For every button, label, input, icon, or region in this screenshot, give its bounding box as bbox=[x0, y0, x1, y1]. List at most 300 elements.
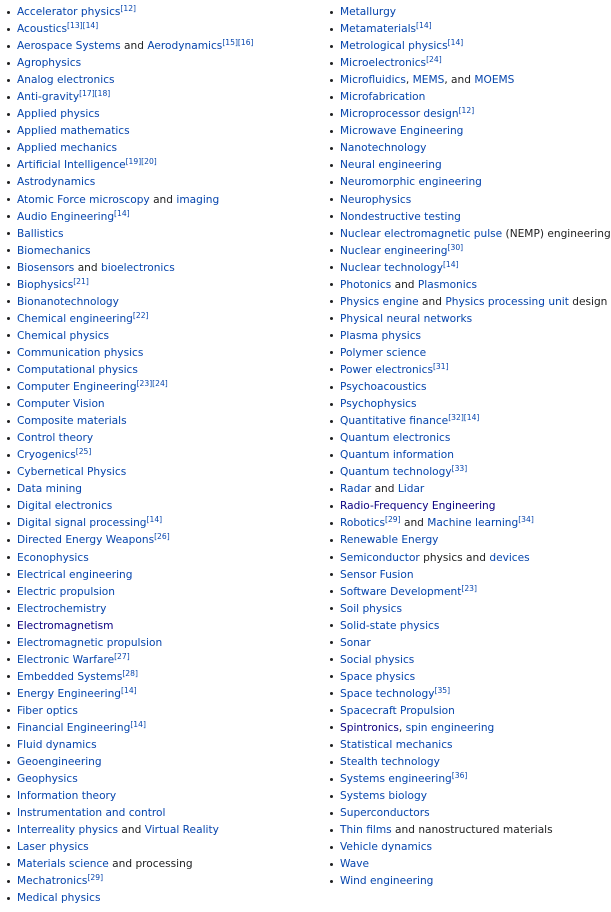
bullet-icon bbox=[7, 471, 10, 474]
list-item bbox=[326, 822, 594, 839]
list-item bbox=[3, 515, 323, 532]
link-energy-engineering[interactable]: Energy Engineering bbox=[17, 687, 122, 700]
link-electronic-warfare[interactable]: Electronic Warfare bbox=[17, 653, 115, 666]
list-item bbox=[326, 584, 594, 601]
link-directed-energy-weapons[interactable]: Directed Energy Weapons bbox=[17, 534, 155, 547]
list-item bbox=[3, 873, 323, 890]
link-ballistics[interactable]: Ballistics bbox=[17, 227, 64, 240]
list-item bbox=[3, 362, 323, 379]
link-physics-processing-unit[interactable]: Physics processing unit bbox=[445, 295, 569, 308]
bullet-icon bbox=[330, 454, 333, 457]
bullet-icon bbox=[7, 761, 10, 764]
bullet-icon bbox=[330, 573, 333, 576]
link-communication-physics[interactable]: Communication physics bbox=[17, 346, 144, 359]
link-polymer-science[interactable]: Polymer science bbox=[340, 346, 427, 359]
bullet-icon bbox=[7, 113, 10, 116]
list-item bbox=[3, 192, 323, 209]
link-statistical-mechanics[interactable]: Statistical mechanics bbox=[340, 739, 453, 752]
citation-ref[interactable]: [36] bbox=[451, 771, 468, 781]
list-item bbox=[3, 21, 323, 38]
bullet-icon bbox=[330, 795, 333, 798]
citation-ref[interactable]: [15][16] bbox=[222, 38, 254, 48]
bullet-icon bbox=[330, 778, 333, 781]
list-item bbox=[3, 550, 323, 567]
list-item bbox=[326, 72, 594, 89]
citation-ref[interactable]: [34] bbox=[518, 515, 534, 525]
link-computational-physics[interactable]: Computational physics bbox=[17, 363, 138, 376]
link-microelectronics[interactable]: Microelectronics bbox=[340, 57, 427, 70]
link-agrophysics[interactable]: Agrophysics bbox=[17, 57, 82, 70]
link-nuclear-engineering[interactable]: Nuclear engineering bbox=[340, 244, 448, 257]
link-electrical-engineering[interactable]: Electrical engineering bbox=[17, 568, 133, 581]
link-power-electronics[interactable]: Power electronics bbox=[340, 363, 433, 376]
link-thin-films[interactable]: Thin films bbox=[340, 824, 392, 837]
list-item bbox=[3, 788, 323, 805]
list-item bbox=[3, 532, 323, 549]
bullet-icon bbox=[7, 437, 10, 440]
list-item bbox=[326, 430, 594, 447]
link-fluid-dynamics[interactable]: Fluid dynamics bbox=[17, 739, 97, 752]
bullet-icon bbox=[330, 232, 333, 235]
link-mechatronics[interactable]: Mechatronics bbox=[17, 875, 88, 888]
link-quantitative-finance[interactable]: Quantitative finance bbox=[340, 415, 449, 428]
link-spintronics[interactable]: Spintronics bbox=[340, 721, 399, 734]
link-spacecraft-propulsion[interactable]: Spacecraft Propulsion bbox=[340, 704, 455, 717]
link-data-mining[interactable]: Data mining bbox=[17, 483, 83, 496]
list-item bbox=[326, 226, 611, 243]
bullet-icon bbox=[7, 283, 10, 286]
list-item bbox=[3, 720, 323, 737]
citation-ref[interactable]: [27] bbox=[114, 651, 130, 661]
citation-ref[interactable]: [14] bbox=[442, 259, 459, 269]
bullet-icon bbox=[7, 880, 10, 883]
list-item bbox=[326, 515, 594, 532]
link-psychoacoustics[interactable]: Psychoacoustics bbox=[340, 381, 427, 394]
list-item bbox=[326, 498, 594, 515]
bullet-icon bbox=[7, 351, 10, 354]
list-item bbox=[326, 567, 594, 584]
link-physics-engine[interactable]: Physics engine bbox=[340, 295, 419, 308]
bullet-icon bbox=[330, 79, 333, 82]
citation-ref[interactable]: [14] bbox=[121, 685, 137, 695]
bullet-icon bbox=[330, 744, 333, 747]
link-materials-science[interactable]: Materials science bbox=[17, 858, 109, 871]
link-instrumentation-and-control[interactable]: Instrumentation and control bbox=[17, 807, 166, 820]
list-item bbox=[3, 703, 323, 720]
bullet-icon bbox=[7, 658, 10, 661]
list-item-text: and bbox=[120, 40, 148, 53]
list-item bbox=[3, 430, 323, 447]
citation-ref[interactable]: [33] bbox=[451, 464, 468, 474]
list-item bbox=[3, 584, 323, 601]
citation-ref[interactable]: [24] bbox=[426, 55, 442, 65]
bullet-icon bbox=[7, 62, 10, 65]
citation-ref[interactable]: [23][24] bbox=[136, 379, 168, 389]
list-item bbox=[3, 243, 323, 260]
topic-list-right bbox=[326, 4, 611, 890]
citation-ref[interactable]: [14] bbox=[416, 21, 432, 31]
list-item bbox=[326, 464, 594, 481]
list-item bbox=[3, 601, 323, 618]
link-wave[interactable]: Wave bbox=[340, 858, 370, 871]
link-electromagnetism[interactable]: Electromagnetism bbox=[17, 619, 114, 632]
list-item bbox=[3, 890, 323, 907]
list-item bbox=[326, 192, 594, 209]
list-item bbox=[326, 21, 594, 38]
citation-ref[interactable]: [19][20] bbox=[125, 157, 157, 167]
link-electrochemistry[interactable]: Electrochemistry bbox=[17, 602, 107, 615]
bullet-icon bbox=[7, 692, 10, 695]
link-artificial-intelligence[interactable]: Artificial Intelligence bbox=[17, 159, 126, 172]
link-audio-engineering[interactable]: Audio Engineering bbox=[17, 210, 115, 223]
link-biophysics[interactable]: Biophysics bbox=[17, 278, 74, 291]
citation-ref[interactable]: [30] bbox=[447, 242, 464, 252]
link-spin-engineering[interactable]: spin engineering bbox=[405, 721, 495, 734]
list-item bbox=[326, 123, 594, 140]
link-metrological-physics[interactable]: Metrological physics bbox=[340, 40, 448, 53]
link-microfabrication[interactable]: Microfabrication bbox=[340, 91, 426, 104]
bullet-icon bbox=[330, 846, 333, 849]
citation-ref[interactable]: [26] bbox=[154, 532, 170, 542]
citation-ref[interactable]: [31] bbox=[432, 361, 449, 371]
link-devices[interactable]: devices bbox=[489, 551, 530, 564]
list-item bbox=[326, 396, 594, 413]
list-item-text: and processing bbox=[108, 858, 193, 871]
link-cryogenics[interactable]: Cryogenics bbox=[17, 449, 76, 462]
bullet-icon bbox=[330, 675, 333, 678]
link-computer-engineering[interactable]: Computer Engineering bbox=[17, 381, 137, 394]
list-item bbox=[3, 839, 323, 856]
list-item bbox=[326, 89, 594, 106]
link-composite-materials[interactable]: Composite materials bbox=[17, 415, 127, 428]
link-financial-engineering[interactable]: Financial Engineering bbox=[17, 721, 131, 734]
link-solid-state-physics[interactable]: Solid-state physics bbox=[340, 619, 440, 632]
bullet-icon bbox=[7, 744, 10, 747]
list-item bbox=[326, 311, 594, 328]
list-item bbox=[3, 754, 323, 771]
link-space-physics[interactable]: Space physics bbox=[340, 670, 416, 683]
link-imaging[interactable]: imaging bbox=[176, 193, 220, 206]
link-nondestructive-testing[interactable]: Nondestructive testing bbox=[340, 210, 461, 223]
list-item bbox=[326, 805, 594, 822]
link-machine-learning[interactable]: Machine learning bbox=[427, 517, 519, 530]
citation-ref[interactable]: [35] bbox=[434, 685, 451, 695]
link-neurophysics[interactable]: Neurophysics bbox=[340, 193, 412, 206]
list-item-text: and bbox=[118, 824, 145, 837]
citation-ref[interactable]: [14] bbox=[447, 38, 464, 48]
link-electromagnetic-propulsion[interactable]: Electromagnetic propulsion bbox=[17, 636, 163, 649]
bullet-icon bbox=[7, 11, 10, 14]
citation-ref[interactable]: [23] bbox=[461, 583, 477, 593]
link-nuclear-electromagnetic-pulse[interactable]: Nuclear electromagnetic pulse bbox=[340, 227, 503, 240]
link-social-physics[interactable]: Social physics bbox=[340, 653, 415, 666]
bullet-icon bbox=[330, 45, 333, 48]
link-quantum-information[interactable]: Quantum information bbox=[340, 449, 454, 462]
link-interreality-physics[interactable]: Interreality physics bbox=[17, 824, 119, 837]
link-chemical-physics[interactable]: Chemical physics bbox=[17, 329, 110, 342]
list-item bbox=[3, 669, 323, 686]
link-embedded-systems[interactable]: Embedded Systems bbox=[17, 670, 123, 683]
bullet-icon bbox=[7, 897, 10, 900]
link-sensor-fusion[interactable]: Sensor Fusion bbox=[340, 568, 414, 581]
link-acoustics[interactable]: Acoustics bbox=[17, 23, 68, 36]
link-chemical-engineering[interactable]: Chemical engineering bbox=[17, 312, 133, 325]
link-econophysics[interactable]: Econophysics bbox=[17, 551, 89, 564]
list-item bbox=[326, 532, 594, 549]
bullet-icon bbox=[330, 488, 333, 491]
bullet-icon bbox=[7, 420, 10, 423]
list-item bbox=[3, 686, 323, 703]
bullet-icon bbox=[7, 812, 10, 815]
list-item bbox=[326, 754, 594, 771]
list-item bbox=[326, 157, 594, 174]
citation-ref[interactable]: [12] bbox=[120, 4, 137, 13]
bullet-icon bbox=[330, 317, 333, 320]
list-item bbox=[326, 618, 594, 635]
link-virtual-reality[interactable]: Virtual Reality bbox=[144, 824, 219, 837]
list-item bbox=[326, 873, 594, 890]
bullet-icon bbox=[330, 709, 333, 712]
link-analog-electronics[interactable]: Analog electronics bbox=[17, 74, 115, 87]
link-computer-vision[interactable]: Computer Vision bbox=[17, 398, 105, 411]
link-sonar[interactable]: Sonar bbox=[340, 636, 371, 649]
list-item bbox=[3, 89, 323, 106]
bullet-icon bbox=[330, 726, 333, 729]
link-moems[interactable]: MOEMS bbox=[474, 74, 515, 87]
link-medical-physics[interactable]: Medical physics bbox=[17, 892, 101, 905]
list-item-text: , bbox=[398, 721, 406, 734]
link-psychophysics[interactable]: Psychophysics bbox=[340, 398, 417, 411]
list-item bbox=[326, 720, 594, 737]
link-biomechanics[interactable]: Biomechanics bbox=[17, 244, 91, 257]
link-neural-engineering[interactable]: Neural engineering bbox=[340, 159, 442, 172]
link-accelerator-physics[interactable]: Accelerator physics bbox=[17, 6, 121, 18]
citation-ref[interactable]: [28] bbox=[122, 668, 138, 678]
link-systems-engineering[interactable]: Systems engineering bbox=[340, 773, 452, 786]
link-photonics[interactable]: Photonics bbox=[340, 278, 392, 291]
link-semiconductor[interactable]: Semiconductor bbox=[340, 551, 420, 564]
citation-ref[interactable]: [32][14] bbox=[448, 413, 480, 423]
list-item-text: and bbox=[418, 295, 446, 308]
link-atomic-force-microscopy[interactable]: Atomic Force microscopy bbox=[17, 193, 150, 206]
link-vehicle-dynamics[interactable]: Vehicle dynamics bbox=[340, 841, 433, 854]
list-item bbox=[326, 635, 594, 652]
citation-ref[interactable]: [21] bbox=[73, 276, 89, 286]
list-item bbox=[3, 294, 323, 311]
link-bionanotechnology[interactable]: Bionanotechnology bbox=[17, 295, 119, 308]
list-item bbox=[326, 652, 594, 669]
link-applied-mechanics[interactable]: Applied mechanics bbox=[17, 142, 118, 155]
citation-ref[interactable]: [29] bbox=[385, 515, 401, 525]
bullet-icon bbox=[330, 164, 333, 167]
bullet-icon bbox=[7, 232, 10, 235]
citation-ref[interactable]: [25] bbox=[75, 447, 92, 457]
citation-ref[interactable]: [14] bbox=[114, 208, 130, 218]
citation-ref[interactable]: [17][18] bbox=[79, 89, 111, 99]
list-item bbox=[326, 686, 594, 703]
link-wind-engineering[interactable]: Wind engineering bbox=[340, 875, 434, 888]
link-microwave-engineering[interactable]: Microwave Engineering bbox=[340, 125, 464, 138]
link-applied-mathematics[interactable]: Applied mathematics bbox=[17, 125, 130, 138]
bullet-icon bbox=[7, 266, 10, 269]
link-physical-neural-networks[interactable]: Physical neural networks bbox=[340, 312, 473, 325]
list-item bbox=[326, 788, 594, 805]
list-item bbox=[3, 567, 323, 584]
list-item-text: and bbox=[391, 278, 418, 291]
bullet-icon bbox=[330, 96, 333, 99]
bullet-icon bbox=[330, 522, 333, 525]
list-item bbox=[326, 243, 594, 260]
link-neuromorphic-engineering[interactable]: Neuromorphic engineering bbox=[340, 176, 482, 189]
link-microprocessor-design[interactable]: Microprocessor design bbox=[340, 108, 459, 121]
list-item bbox=[326, 345, 594, 362]
link-biosensors[interactable]: Biosensors bbox=[17, 261, 75, 274]
link-metallurgy[interactable]: Metallurgy bbox=[340, 6, 397, 18]
list-item bbox=[3, 498, 323, 515]
bullet-icon bbox=[7, 403, 10, 406]
list-item bbox=[3, 72, 323, 89]
link-renewable-energy[interactable]: Renewable Energy bbox=[340, 534, 439, 547]
bullet-icon bbox=[7, 79, 10, 82]
bullet-icon bbox=[330, 403, 333, 406]
link-radio-frequency-engineering[interactable]: Radio-Frequency Engineering bbox=[340, 500, 496, 513]
list-item bbox=[3, 123, 323, 140]
bullet-icon bbox=[330, 692, 333, 695]
bullet-icon bbox=[7, 863, 10, 866]
link-applied-physics[interactable]: Applied physics bbox=[17, 108, 100, 121]
citation-ref[interactable]: [14] bbox=[130, 719, 146, 729]
list-item bbox=[3, 464, 323, 481]
bullet-icon bbox=[330, 147, 333, 150]
list-item bbox=[3, 345, 323, 362]
list-item-text: and nanostructured materials bbox=[391, 824, 553, 837]
bullet-icon bbox=[7, 675, 10, 678]
bullet-icon bbox=[330, 607, 333, 610]
link-cybernetical-physics[interactable]: Cybernetical Physics bbox=[17, 466, 127, 479]
link-space-technology[interactable]: Space technology bbox=[340, 687, 435, 700]
bullet-icon bbox=[7, 181, 10, 184]
link-nuclear-technology[interactable]: Nuclear technology bbox=[340, 261, 443, 274]
list-item-text: and bbox=[74, 261, 101, 274]
link-lidar[interactable]: Lidar bbox=[397, 483, 425, 496]
bullet-icon bbox=[7, 96, 10, 99]
list-item-text: and bbox=[400, 517, 428, 530]
list-item bbox=[3, 771, 323, 788]
link-metamaterials[interactable]: Metamaterials bbox=[340, 23, 417, 36]
bullet-icon bbox=[330, 11, 333, 14]
list-item bbox=[326, 260, 594, 277]
bullet-icon bbox=[330, 28, 333, 31]
list-item bbox=[326, 550, 594, 567]
bullet-icon bbox=[7, 590, 10, 593]
bullet-icon bbox=[330, 880, 333, 883]
bullet-icon bbox=[7, 454, 10, 457]
link-mems[interactable]: MEMS bbox=[412, 74, 445, 87]
bullet-icon bbox=[7, 368, 10, 371]
list-item bbox=[3, 311, 323, 328]
list-item bbox=[3, 652, 323, 669]
link-electric-propulsion[interactable]: Electric propulsion bbox=[17, 585, 115, 598]
citation-ref[interactable]: [12] bbox=[458, 106, 475, 116]
list-item bbox=[3, 38, 323, 55]
list-item-text: and bbox=[371, 483, 398, 496]
list-item bbox=[326, 174, 594, 191]
list-item bbox=[3, 55, 323, 72]
bullet-icon bbox=[330, 812, 333, 815]
link-information-theory[interactable]: Information theory bbox=[17, 790, 117, 803]
bullet-icon bbox=[330, 351, 333, 354]
citation-ref[interactable]: [22] bbox=[132, 310, 149, 320]
bullet-icon bbox=[330, 113, 333, 116]
citation-ref[interactable]: [13][14] bbox=[67, 21, 99, 31]
link-microfluidics[interactable]: Microfluidics bbox=[340, 74, 406, 87]
bullet-icon bbox=[330, 62, 333, 65]
list-item bbox=[3, 396, 323, 413]
link-geophysics[interactable]: Geophysics bbox=[17, 773, 78, 786]
link-bioelectronics[interactable]: bioelectronics bbox=[101, 261, 175, 274]
list-item bbox=[3, 737, 323, 754]
bullet-icon bbox=[7, 607, 10, 610]
link-software-development[interactable]: Software Development bbox=[340, 585, 462, 598]
link-nanotechnology[interactable]: Nanotechnology bbox=[340, 142, 427, 155]
link-stealth-technology[interactable]: Stealth technology bbox=[340, 756, 440, 769]
link-anti-gravity[interactable]: Anti-gravity bbox=[17, 91, 80, 104]
list-item-text: , and bbox=[444, 74, 475, 87]
link-superconductors[interactable]: Superconductors bbox=[340, 807, 430, 820]
bullet-icon bbox=[7, 573, 10, 576]
list-item-text: (NEMP) engineering bbox=[502, 227, 611, 240]
link-quantum-electronics[interactable]: Quantum electronics bbox=[340, 432, 451, 445]
list-item bbox=[326, 413, 594, 430]
list-item bbox=[326, 839, 594, 856]
bullet-icon bbox=[7, 556, 10, 559]
link-astrodynamics[interactable]: Astrodynamics bbox=[17, 176, 96, 189]
link-quantum-technology[interactable]: Quantum technology bbox=[340, 466, 452, 479]
bullet-icon bbox=[330, 334, 333, 337]
link-aerospace-systems[interactable]: Aerospace Systems bbox=[17, 40, 121, 53]
citation-ref[interactable]: [29] bbox=[87, 873, 104, 883]
bullet-icon bbox=[330, 556, 333, 559]
link-digital-electronics[interactable]: Digital electronics bbox=[17, 500, 113, 513]
link-systems-biology[interactable]: Systems biology bbox=[340, 790, 427, 803]
bullet-icon bbox=[7, 28, 10, 31]
bullet-icon bbox=[330, 249, 333, 252]
link-radar[interactable]: Radar bbox=[340, 483, 372, 496]
link-fiber-optics[interactable]: Fiber optics bbox=[17, 704, 78, 717]
link-laser-physics[interactable]: Laser physics bbox=[17, 841, 89, 854]
citation-ref[interactable]: [14] bbox=[146, 515, 163, 525]
link-plasma-physics[interactable]: Plasma physics bbox=[340, 329, 422, 342]
list-item bbox=[326, 362, 594, 379]
bullet-icon bbox=[330, 215, 333, 218]
link-geoengineering[interactable]: Geoengineering bbox=[17, 756, 102, 769]
list-item bbox=[326, 294, 608, 311]
list-item bbox=[3, 481, 323, 498]
link-digital-signal-processing[interactable]: Digital signal processing bbox=[17, 517, 147, 530]
link-soil-physics[interactable]: Soil physics bbox=[340, 602, 402, 615]
list-item bbox=[326, 737, 594, 754]
bullet-icon bbox=[7, 522, 10, 525]
list-item bbox=[326, 55, 594, 72]
link-plasmonics[interactable]: Plasmonics bbox=[417, 278, 478, 291]
bullet-icon bbox=[330, 283, 333, 286]
list-item bbox=[3, 379, 323, 396]
bullet-icon bbox=[7, 249, 10, 252]
link-aerodynamics[interactable]: Aerodynamics bbox=[147, 40, 223, 53]
list-item bbox=[326, 703, 594, 720]
link-robotics[interactable]: Robotics bbox=[340, 517, 386, 530]
link-control-theory[interactable]: Control theory bbox=[17, 432, 94, 445]
